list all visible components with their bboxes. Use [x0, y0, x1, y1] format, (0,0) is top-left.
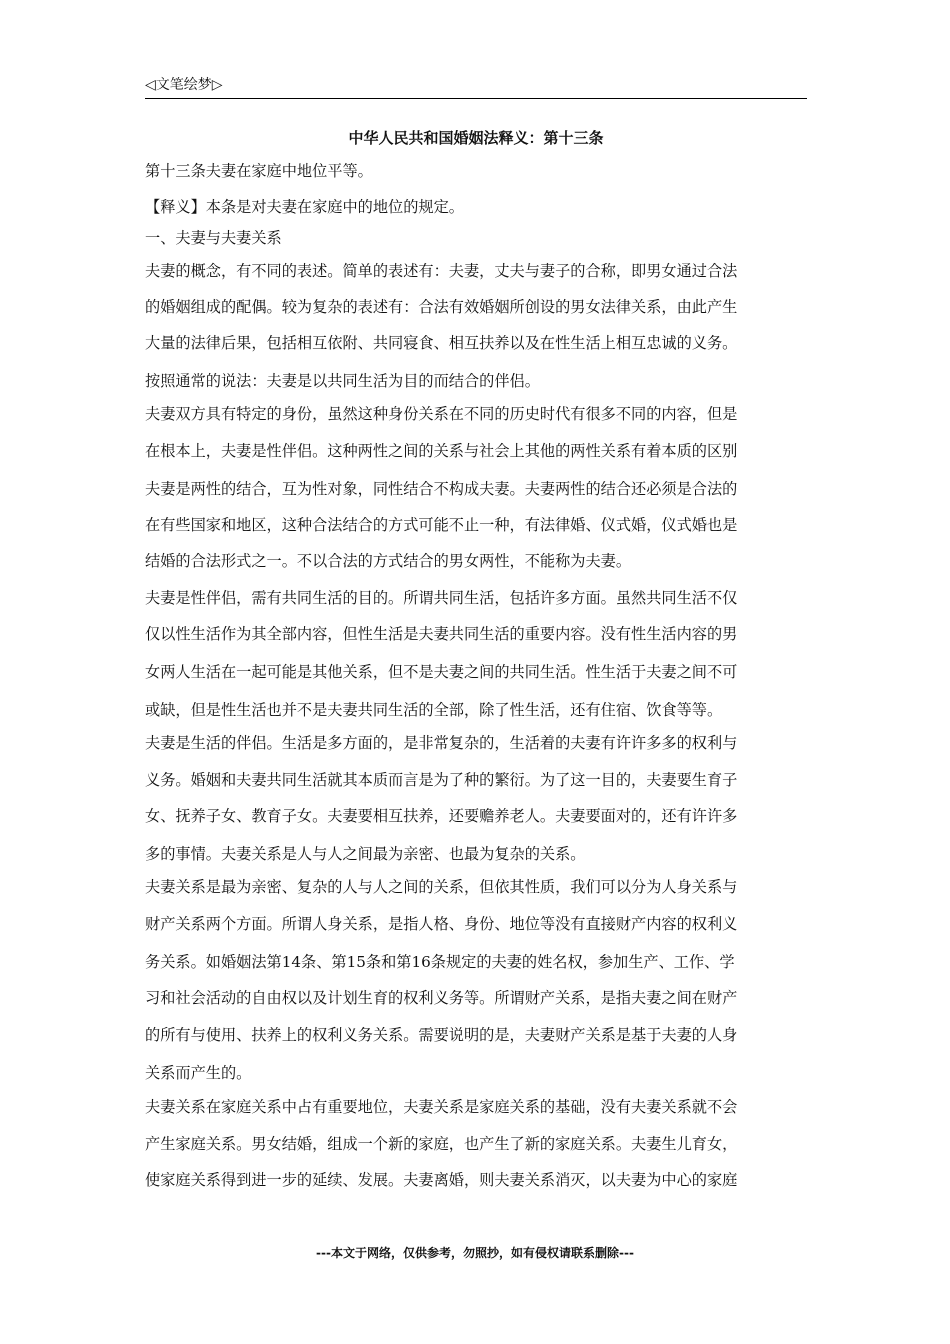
body-line: 按照通常的说法：夫妻是以共同生活为目的而结合的伴侣。 [145, 372, 540, 390]
page-footer: ---本文于网络，仅供参考，勿照抄，如有侵权请联系删除--- [316, 1246, 634, 1260]
page-header [145, 74, 807, 99]
document-title: 中华人民共和国婚姻法释义：第十三条 [348, 129, 604, 147]
body-line: 第十三条夫妻在家庭中地位平等。 [145, 162, 373, 180]
body-line: 夫妻双方具有特定的身份，虽然这种身份关系在不同的历史时代有很多不同的内容，但是 [145, 405, 738, 423]
body-line: 夫妻关系是最为亲密、复杂的人与人之间的关系，但依其性质，我们可以分为人身关系与 [145, 878, 738, 896]
body-line: 多的事情。夫妻关系是人与人之间最为亲密、也最为复杂的关系。 [145, 845, 586, 863]
body-line: 关系而产生的。 [145, 1064, 252, 1082]
body-line: 女、抚养子女、教育子女。夫妻要相互扶养，还要赡养老人。夫妻要面对的，还有许许多 [145, 807, 738, 825]
body-line: 在根本上，夫妻是性伴侣。这种两性之间的关系与社会上其他的两性关系有着本质的区别 [145, 442, 738, 460]
body-line: 在有些国家和地区，这种合法结合的方式可能不止一种，有法律婚、仪式婚，仪式婚也是 [145, 516, 738, 534]
body-line: 义务。婚姻和夫妻共同生活就其本质而言是为了种的繁衍。为了这一目的，夫妻要生育子 [145, 771, 738, 789]
body-line: 一、夫妻与夫妻关系 [145, 229, 282, 247]
body-line: 大量的法律后果，包括相互依附、共同寝食、相互扶养以及在性生活上相互忠诚的义务。 [145, 334, 738, 352]
body-line: 仅以性生活作为其全部内容，但性生活是夫妻共同生活的重要内容。没有性生活内容的男 [145, 625, 738, 643]
body-line: 夫妻的概念，有不同的表述。简单的表述有：夫妻，丈夫与妻子的合称，即男女通过合法 [145, 262, 738, 280]
body-line: 女两人生活在一起可能是其他关系，但不是夫妻之间的共同生活。性生活于夫妻之间不可 [145, 663, 738, 681]
body-line: 使家庭关系得到进一步的延续、发展。夫妻离婚，则夫妻关系消灭，以夫妻为中心的家庭 [145, 1171, 738, 1189]
body-line: 夫妻关系在家庭关系中占有重要地位，夫妻关系是家庭关系的基础，没有夫妻关系就不会 [145, 1098, 738, 1116]
body-line: 的所有与使用、扶养上的权利义务关系。需要说明的是，夫妻财产关系是基于夫妻的人身 [145, 1026, 738, 1044]
body-line: 务关系。如婚姻法第14条、第15条和第16条规定的夫妻的姓名权，参加生产、工作、学 [145, 953, 735, 971]
body-line: 产生家庭关系。男女结婚，组成一个新的家庭，也产生了新的家庭关系。夫妻生儿育女， [145, 1135, 738, 1153]
body-line: 的婚姻组成的配偶。较为复杂的表述有：合法有效婚姻所创设的男女法律关系，由此产生 [145, 298, 738, 316]
body-line: 【释义】本条是对夫妻在家庭中的地位的规定。 [145, 198, 464, 216]
body-line: 夫妻是生活的伴侣。生活是多方面的，是非常复杂的，生活着的夫妻有许许多多的权利与 [145, 734, 738, 752]
body-line: 财产关系两个方面。所谓人身关系，是指人格、身份、地位等没有直接财产内容的权利义 [145, 915, 738, 933]
body-line: 夫妻是两性的结合，互为性对象，同性结合不构成夫妻。夫妻两性的结合还必须是合法的 [145, 480, 738, 498]
header-brand: ◁文笔绘梦▷ [145, 77, 223, 93]
body-line: 习和社会活动的自由权以及计划生育的权利义务等。所谓财产关系，是指夫妻之间在财产 [145, 989, 738, 1007]
body-line: 结婚的合法形式之一。不以合法的方式结合的男女两性，不能称为夫妻。 [145, 552, 631, 570]
body-line: 或缺，但是性生活也并不是夫妻共同生活的全部，除了性生活，还有住宿、饮食等等。 [145, 701, 723, 719]
body-line: 夫妻是性伴侣，需有共同生活的目的。所谓共同生活，包括许多方面。虽然共同生活不仅 [145, 589, 738, 607]
